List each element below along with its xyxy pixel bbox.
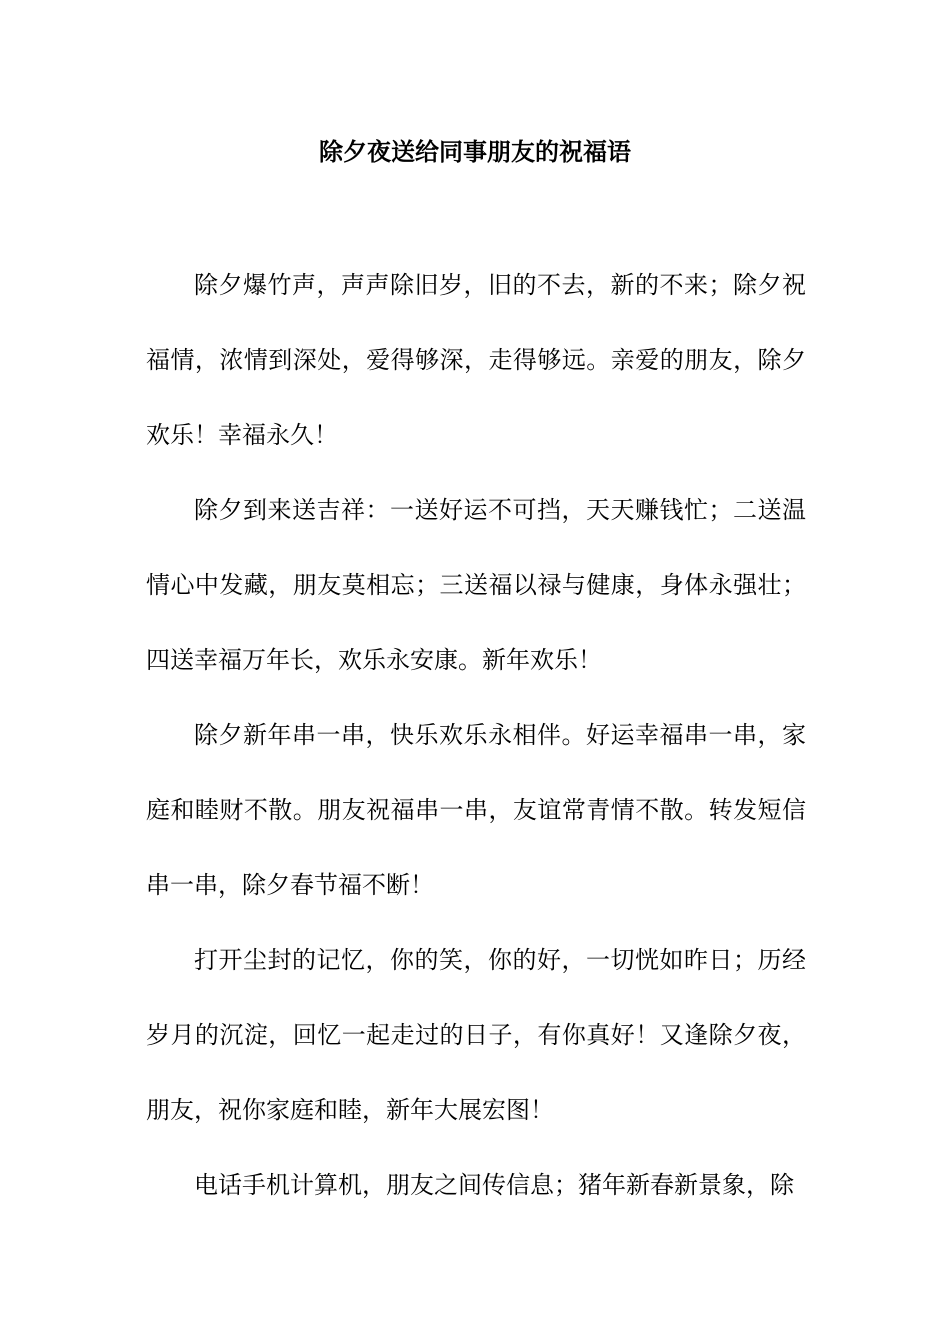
paragraph: 电话手机计算机，朋友之间传信息；猪年新春新景象，除 (194, 1171, 794, 1199)
paragraph: 打开尘封的记忆，你的笑，你的好，一切恍如昨日；历经岁月的沉淀，回忆一起走过的日子，有你真好！又逢除夕夜，朋友，祝你家庭和睦，新年大展宏图！ (146, 946, 806, 1124)
paragraph: 除夕爆竹声，声声除旧岁，旧的不去，新的不来；除夕祝福情，浓情到深处，爱得够深，走得够远。亲爱的朋友，除夕欢乐！幸福永久！ (146, 271, 806, 449)
document-body (146, 248, 806, 1223)
paragraph: 除夕新年串一串，快乐欢乐永相伴。好运幸福串一串，家庭和睦财不散。朋友祝福串一串，友谊常青情不散。转发短信串一串，除夕春节福不断！ (146, 721, 806, 899)
document-title: 除夕夜送给同事朋友的祝福语 (319, 137, 631, 166)
paragraph: 除夕到来送吉祥：一送好运不可挡，天天赚钱忙；二送温情心中发藏，朋友莫相忘；三送福以禄与健康，身体永强壮；四送幸福万年长，欢乐永安康。新年欢乐！ (146, 496, 806, 674)
